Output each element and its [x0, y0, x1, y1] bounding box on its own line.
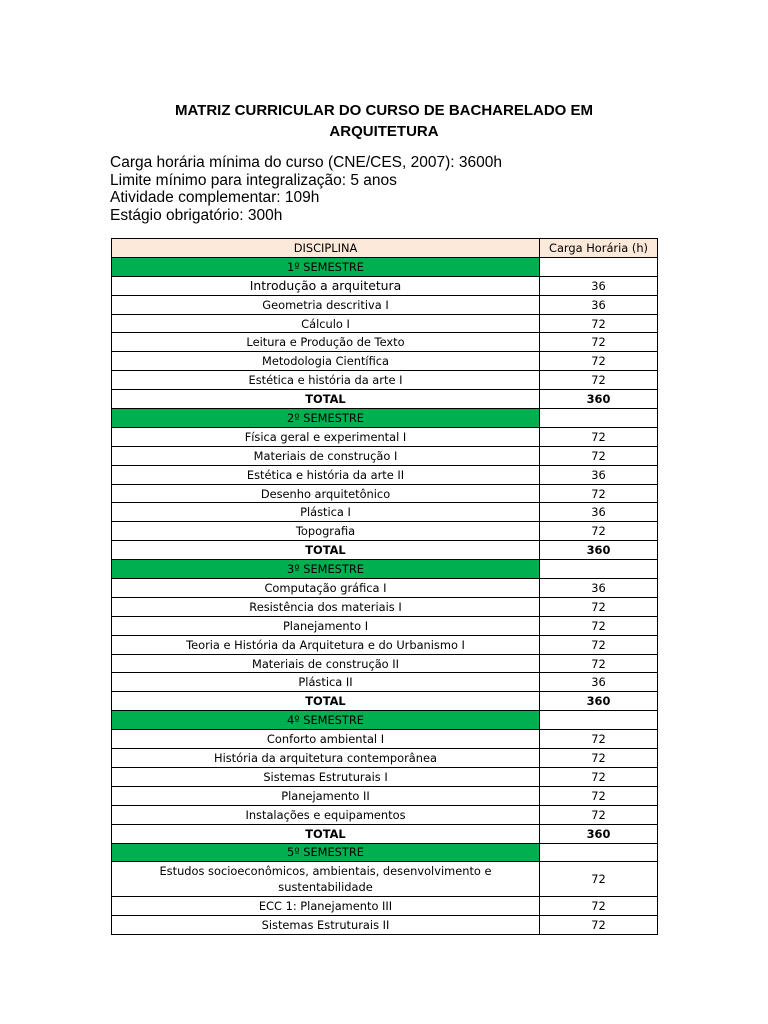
course-row: [112, 484, 658, 503]
course-hours: 72: [540, 371, 658, 390]
total-hours: 360: [540, 692, 658, 711]
total-hours: 360: [540, 824, 658, 843]
course-hours: 72: [540, 862, 658, 897]
course-name: Introdução a arquitetura: [112, 276, 540, 295]
info-atividade-complementar: Atividade complementar: 109h: [110, 189, 320, 206]
course-name: Sistemas Estruturais II: [112, 916, 540, 935]
course-hours: 72: [540, 805, 658, 824]
course-hours: 36: [540, 276, 658, 295]
course-name: Geometria descritiva I: [112, 295, 540, 314]
course-row: [112, 654, 658, 673]
curriculum-table-body: [112, 239, 658, 935]
course-name: Sistemas Estruturais I: [112, 767, 540, 786]
course-row: [112, 352, 658, 371]
course-row: [112, 916, 658, 935]
course-hours: 72: [540, 352, 658, 371]
total-label: TOTAL: [112, 390, 540, 409]
course-row: [112, 767, 658, 786]
course-name: Instalações e equipamentos: [112, 805, 540, 824]
total-row: [112, 390, 658, 409]
course-row: [112, 314, 658, 333]
course-hours: 36: [540, 673, 658, 692]
course-name: Metodologia Científica: [112, 352, 540, 371]
course-row: [112, 276, 658, 295]
course-name: Materiais de construção II: [112, 654, 540, 673]
semester-row: [112, 843, 658, 862]
course-name: ECC 1: Planejamento III: [112, 897, 540, 916]
total-label: TOTAL: [112, 692, 540, 711]
total-row: [112, 541, 658, 560]
course-row: [112, 333, 658, 352]
total-row: [112, 824, 658, 843]
semester-empty-cell: [540, 409, 658, 428]
course-name: História da arquitetura contemporânea: [112, 749, 540, 768]
semester-row: [112, 711, 658, 730]
header-disciplina: DISCIPLINA: [112, 239, 540, 258]
semester-label: 4º SEMESTRE: [112, 711, 540, 730]
course-row: [112, 371, 658, 390]
course-hours: 72: [540, 635, 658, 654]
total-hours: 360: [540, 541, 658, 560]
course-row: [112, 805, 658, 824]
course-name: Desenho arquitetônico: [112, 484, 540, 503]
semester-row: [112, 257, 658, 276]
course-name: Planejamento II: [112, 786, 540, 805]
course-name: Cálculo I: [112, 314, 540, 333]
course-info: [110, 154, 670, 224]
semester-label: 2º SEMESTRE: [112, 409, 540, 428]
course-hours: 36: [540, 579, 658, 598]
semester-label: 1º SEMESTRE: [112, 257, 540, 276]
course-hours: 72: [540, 786, 658, 805]
course-row: [112, 503, 658, 522]
course-hours: 36: [540, 465, 658, 484]
info-carga-minima: Carga horária mínima do curso (CNE/CES, 2007): 3600h: [110, 154, 502, 171]
course-row: [112, 616, 658, 635]
semester-label: 3º SEMESTRE: [112, 560, 540, 579]
course-name: Física geral e experimental I: [112, 427, 540, 446]
course-hours: 72: [540, 522, 658, 541]
course-hours: 72: [540, 446, 658, 465]
total-label: TOTAL: [112, 541, 540, 560]
course-name: Estética e história da arte II: [112, 465, 540, 484]
semester-row: [112, 560, 658, 579]
course-row: [112, 862, 658, 897]
document-title: [110, 100, 658, 142]
course-hours: 72: [540, 767, 658, 786]
course-hours: 72: [540, 597, 658, 616]
course-hours: 72: [540, 333, 658, 352]
course-hours: 72: [540, 484, 658, 503]
course-row: [112, 749, 658, 768]
semester-empty-cell: [540, 560, 658, 579]
title-line-2: ARQUITETURA: [329, 123, 439, 140]
course-row: [112, 730, 658, 749]
course-hours: 72: [540, 616, 658, 635]
header-carga-horaria: Carga Horária (h): [540, 239, 658, 258]
total-label: TOTAL: [112, 824, 540, 843]
course-hours: 72: [540, 654, 658, 673]
semester-empty-cell: [540, 711, 658, 730]
course-row: [112, 597, 658, 616]
course-row: [112, 427, 658, 446]
info-limite-integralizacao: Limite mínimo para integralização: 5 anos: [110, 171, 397, 189]
curriculum-table: [111, 238, 658, 935]
table-header-row: [112, 239, 658, 258]
course-hours: 72: [540, 749, 658, 768]
course-hours: 72: [540, 730, 658, 749]
semester-empty-cell: [540, 843, 658, 862]
total-row: [112, 692, 658, 711]
semester-empty-cell: [540, 257, 658, 276]
course-name: Leitura e Produção de Texto: [112, 333, 540, 352]
course-hours: 72: [540, 897, 658, 916]
course-name: Materiais de construção I: [112, 446, 540, 465]
course-name: Conforto ambiental I: [112, 730, 540, 749]
course-row: [112, 446, 658, 465]
course-name: Plástica II: [112, 673, 540, 692]
course-hours: 36: [540, 295, 658, 314]
course-hours: 72: [540, 916, 658, 935]
course-row: [112, 465, 658, 484]
course-name: Computação gráfica I: [112, 579, 540, 598]
total-hours: 360: [540, 390, 658, 409]
course-row: [112, 786, 658, 805]
course-name: Estética e história da arte I: [112, 371, 540, 390]
semester-row: [112, 409, 658, 428]
course-hours: 72: [540, 314, 658, 333]
course-row: [112, 295, 658, 314]
course-name: Estudos socioeconômicos, ambientais, desenvolvimento e sustentabilidade: [112, 862, 540, 897]
course-name: Plástica I: [112, 503, 540, 522]
course-row: [112, 897, 658, 916]
course-name: Planejamento I: [112, 616, 540, 635]
course-row: [112, 673, 658, 692]
title-line-1: MATRIZ CURRICULAR DO CURSO DE BACHARELADO EM: [174, 102, 594, 119]
course-name: Resistência dos materiais I: [112, 597, 540, 616]
semester-label: 5º SEMESTRE: [112, 843, 540, 862]
info-estagio-obrigatorio: Estágio obrigatório: 300h: [110, 206, 283, 224]
course-row: [112, 635, 658, 654]
course-row: [112, 579, 658, 598]
course-hours: 36: [540, 503, 658, 522]
course-name: Teoria e História da Arquitetura e do Urbanismo I: [112, 635, 540, 654]
course-row: [112, 522, 658, 541]
course-name: Topografia: [112, 522, 540, 541]
course-hours: 72: [540, 427, 658, 446]
